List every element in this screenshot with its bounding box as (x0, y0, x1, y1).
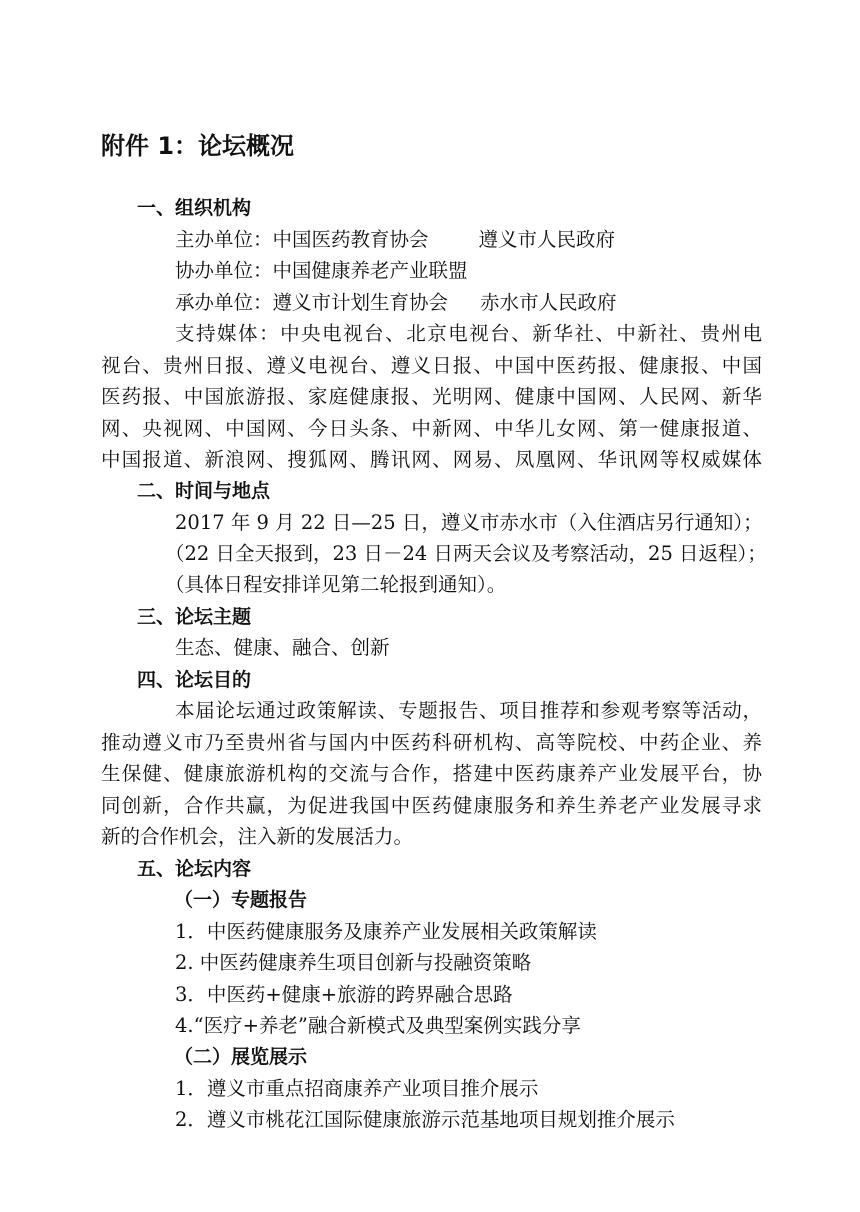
subsection-heading-reports: （一）专题报告 (174, 889, 308, 911)
page-title: 附件 1：论坛概况 (101, 132, 295, 160)
time-place-line-1: 2017 年 9 月 22 日—25 日，遵义市赤水市（入住酒店另行通知）； (175, 511, 763, 534)
report-item-3: 3．中医药+健康+旅游的跨界融合思路 (175, 983, 513, 1006)
organizer-unit-1: 遵义市计划生育协会 (272, 291, 449, 314)
host-unit-2: 遵义市人民政府 (478, 228, 616, 251)
section-heading-purpose: 四、论坛目的 (137, 669, 252, 691)
purpose-line-5: 新的合作机会，注入新的发展活力。 (101, 825, 414, 848)
organizer-units (175, 289, 617, 317)
media-line-2: 视台、贵州日报、遵义电视台、遵义日报、中国中医药报、健康报、中国 (101, 354, 762, 377)
exhibition-item-2: 2．遵义市桃花江国际健康旅游示范基地项目规划推介展示 (175, 1108, 675, 1131)
time-place-line-2: （22 日全天报到，23 日－24 日两天会议及考察活动，25 日返程）； (165, 542, 767, 565)
report-item-2: 2. 中医药健康养生项目创新与投融资策略 (175, 951, 532, 974)
section-heading-organization: 一、组织机构 (137, 197, 252, 219)
media-line-4: 网、央视网、中国网、今日头条、中新网、中华儿女网、第一健康报道、 (101, 417, 762, 440)
time-place-line-3: （具体日程安排详见第二轮报到通知）。 (165, 573, 507, 596)
purpose-line-2: 推动遵义市乃至贵州省与国内中医药科研机构、高等院校、中药企业、养 (101, 731, 762, 754)
subsection-heading-exhibition: （二）展览展示 (174, 1046, 308, 1068)
organizer-label: 承办单位： (175, 291, 273, 314)
section-heading-time-place: 二、时间与地点 (137, 480, 271, 502)
report-item-4: 4.“医疗+养老”融合新模式及典型案例实践分享 (175, 1014, 581, 1037)
report-item-1: 1．中医药健康服务及康养产业发展相关政策解读 (175, 920, 597, 943)
theme-text: 生态、健康、融合、创新 (175, 636, 390, 659)
host-label: 主办单位： (175, 228, 273, 251)
co-host-unit: 协办单位：中国健康养老产业联盟 (175, 259, 468, 282)
section-heading-content: 五、论坛内容 (137, 858, 252, 880)
host-unit-1: 中国医药教育协会 (272, 228, 429, 251)
media-line-1: 支持媒体：中央电视台、北京电视台、新华社、中新社、贵州电 (175, 322, 762, 345)
media-line-5: 中国报道、新浪网、搜狐网、腾讯网、网易、凤凰网、华讯网等权威媒体 (101, 448, 762, 471)
organizer-unit-2: 赤水市人民政府 (480, 291, 617, 314)
section-heading-theme: 三、论坛主题 (137, 606, 252, 628)
host-units (175, 226, 615, 254)
exhibition-item-1: 1．遵义市重点招商康养产业项目推介展示 (175, 1077, 539, 1100)
media-line-3: 医药报、中国旅游报、家庭健康报、光明网、健康中国网、人民网、新华 (101, 385, 762, 408)
purpose-line-4: 同创新，合作共赢，为促进我国中医药健康服务和养生养老产业发展寻求 (101, 794, 762, 817)
purpose-line-3: 生保健、健康旅游机构的交流与合作，搭建中医药康养产业发展平台，协 (101, 762, 762, 785)
purpose-line-1: 本届论坛通过政策解读、专题报告、项目推荐和参观考察等活动， (175, 699, 762, 722)
